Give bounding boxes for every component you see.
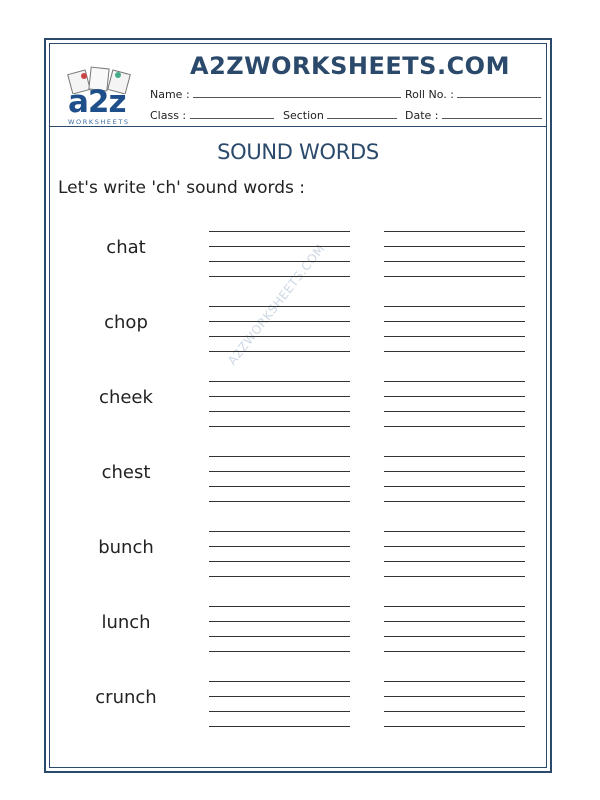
writing-line[interactable] xyxy=(384,561,525,562)
writing-line[interactable] xyxy=(209,621,350,622)
name-blank[interactable] xyxy=(193,87,401,98)
word-row xyxy=(50,220,546,284)
name-label: Name : xyxy=(150,88,190,101)
writing-line[interactable] xyxy=(209,576,350,577)
writing-line[interactable] xyxy=(209,246,350,247)
writing-line[interactable] xyxy=(384,486,525,487)
sound-word: chest xyxy=(101,462,151,483)
writing-line[interactable] xyxy=(384,726,525,727)
word-row xyxy=(50,520,546,584)
writing-line[interactable] xyxy=(209,711,350,712)
class-blank[interactable] xyxy=(190,108,274,119)
word-row xyxy=(50,445,546,509)
writing-line[interactable] xyxy=(209,726,350,727)
writing-line[interactable] xyxy=(384,576,525,577)
writing-line[interactable] xyxy=(384,411,525,412)
writing-line[interactable] xyxy=(384,396,525,397)
watermark: A2ZWORKSHEETS.COM xyxy=(225,241,328,368)
writing-line[interactable] xyxy=(209,696,350,697)
sound-word: chop xyxy=(104,312,148,333)
class-field[interactable] xyxy=(150,108,274,122)
sound-word: cheek xyxy=(99,387,153,408)
date-label: Date : xyxy=(405,109,439,122)
worksheet xyxy=(49,43,547,768)
writing-line[interactable] xyxy=(209,471,350,472)
writing-line[interactable] xyxy=(209,336,350,337)
writing-line[interactable] xyxy=(384,231,525,232)
sound-word: crunch xyxy=(95,687,157,708)
writing-line[interactable] xyxy=(209,321,350,322)
writing-line[interactable] xyxy=(209,381,350,382)
date-blank[interactable] xyxy=(442,108,542,119)
logo-wordmark: a2z xyxy=(68,84,126,120)
roll-field[interactable] xyxy=(405,87,541,101)
sound-word: chat xyxy=(106,237,146,258)
writing-line[interactable] xyxy=(209,546,350,547)
writing-line[interactable] xyxy=(209,486,350,487)
writing-line[interactable] xyxy=(209,426,350,427)
writing-line[interactable] xyxy=(209,456,350,457)
word-row xyxy=(50,370,546,434)
worksheet-header xyxy=(50,44,546,127)
section-label: Section xyxy=(283,109,324,122)
sound-word: bunch xyxy=(98,537,154,558)
writing-line[interactable] xyxy=(384,471,525,472)
writing-line[interactable] xyxy=(209,651,350,652)
writing-line[interactable] xyxy=(384,246,525,247)
writing-line[interactable] xyxy=(384,621,525,622)
writing-line[interactable] xyxy=(384,636,525,637)
roll-label: Roll No. : xyxy=(405,88,454,101)
writing-line[interactable] xyxy=(384,501,525,502)
writing-line[interactable] xyxy=(209,261,350,262)
writing-line[interactable] xyxy=(384,426,525,427)
writing-line[interactable] xyxy=(384,336,525,337)
writing-line[interactable] xyxy=(209,606,350,607)
writing-line[interactable] xyxy=(209,411,350,412)
class-label: Class : xyxy=(150,109,187,122)
writing-line[interactable] xyxy=(209,306,350,307)
writing-line[interactable] xyxy=(209,276,350,277)
writing-line[interactable] xyxy=(384,381,525,382)
worksheet-title: SOUND WORDS xyxy=(217,140,379,164)
name-field[interactable] xyxy=(150,87,401,101)
section-blank[interactable] xyxy=(327,108,397,119)
word-row xyxy=(50,595,546,659)
section-field[interactable] xyxy=(283,108,397,122)
writing-line[interactable] xyxy=(209,681,350,682)
writing-line[interactable] xyxy=(209,561,350,562)
writing-line[interactable] xyxy=(384,651,525,652)
writing-line[interactable] xyxy=(384,531,525,532)
writing-line[interactable] xyxy=(384,606,525,607)
writing-line[interactable] xyxy=(384,456,525,457)
writing-line[interactable] xyxy=(209,231,350,232)
logo-subtext: WORKSHEETS xyxy=(68,118,130,126)
word-row xyxy=(50,295,546,359)
writing-line[interactable] xyxy=(384,546,525,547)
date-field[interactable] xyxy=(405,108,542,122)
sound-word: lunch xyxy=(101,612,151,633)
writing-line[interactable] xyxy=(209,501,350,502)
writing-line[interactable] xyxy=(384,711,525,712)
writing-line[interactable] xyxy=(209,531,350,532)
writing-line[interactable] xyxy=(384,276,525,277)
writing-line[interactable] xyxy=(209,351,350,352)
writing-line[interactable] xyxy=(209,396,350,397)
site-logo xyxy=(58,52,144,124)
writing-line[interactable] xyxy=(384,261,525,262)
writing-line[interactable] xyxy=(209,636,350,637)
site-name: A2ZWORKSHEETS.COM xyxy=(190,52,510,80)
writing-line[interactable] xyxy=(384,351,525,352)
writing-line[interactable] xyxy=(384,681,525,682)
writing-line[interactable] xyxy=(384,306,525,307)
writing-line[interactable] xyxy=(384,696,525,697)
page-border xyxy=(44,38,552,773)
writing-line[interactable] xyxy=(384,321,525,322)
worksheet-instruction: Let's write 'ch' sound words : xyxy=(58,178,306,198)
word-row xyxy=(50,670,546,734)
roll-blank[interactable] xyxy=(457,87,541,98)
